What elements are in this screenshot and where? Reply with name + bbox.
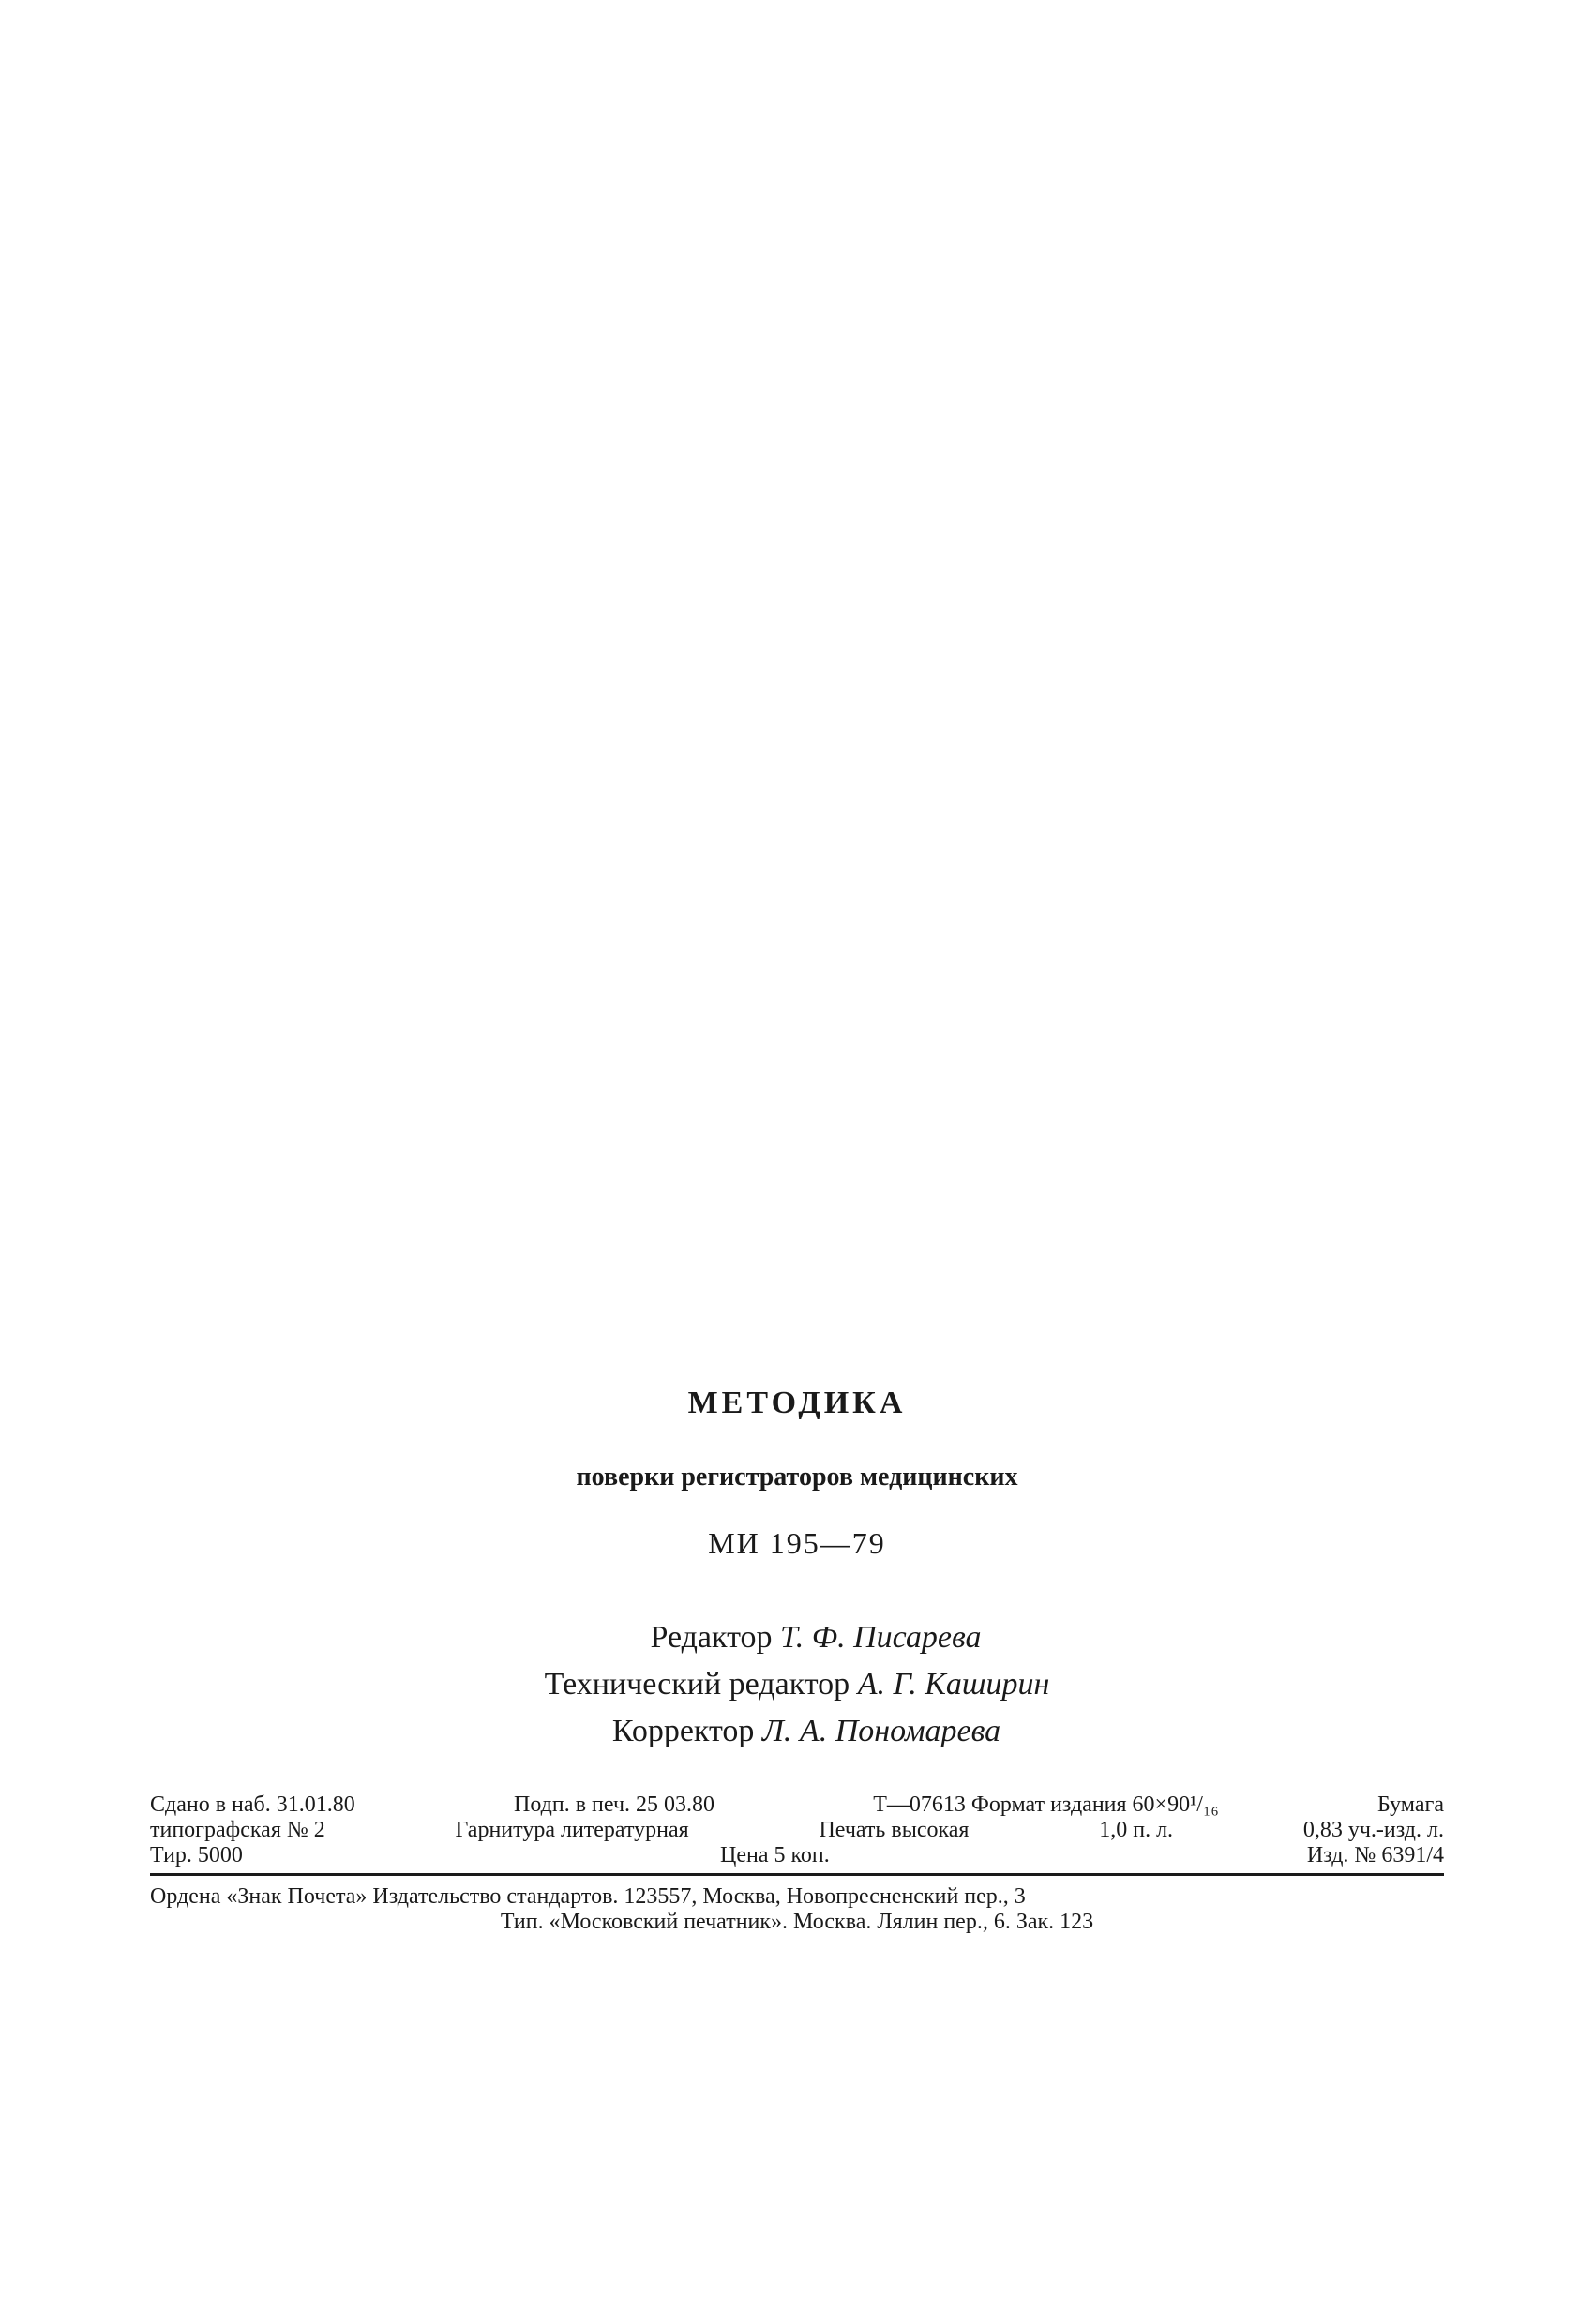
- credit-proofreader: [0, 1708, 1594, 1755]
- imprint-field: 1,0 п. л.: [1099, 1818, 1174, 1842]
- imprint-field: Изд. № 6391/4: [1306, 1843, 1444, 1867]
- imprint-row: [150, 1818, 1444, 1843]
- credit-person: Л. А. Пономарева: [761, 1714, 1001, 1748]
- document-code: МИ 195—79: [708, 1526, 886, 1560]
- credit-person: А. Г. Каширин: [857, 1667, 1050, 1702]
- imprint-field: Подп. в печ. 25 03.80: [514, 1792, 715, 1817]
- imprint-block: [150, 1792, 1444, 1868]
- imprint-field: Бумага: [1376, 1792, 1444, 1817]
- credit-technical-editor: [0, 1661, 1594, 1708]
- credits-block: [0, 1614, 1594, 1755]
- imprint-field: Цена 5 коп.: [719, 1843, 830, 1867]
- publisher-block: [150, 1884, 1444, 1935]
- imprint-field: Печать высокая: [819, 1818, 970, 1842]
- credit-role: Технический редактор: [544, 1667, 850, 1702]
- credit-editor: [0, 1614, 1594, 1661]
- imprint-field: Сдано в наб. 31.01.80: [150, 1792, 355, 1817]
- imprint-field: Т—07613 Формат издания 60×90¹/₁₆: [873, 1792, 1219, 1817]
- document-subtitle: поверки регистраторов медицинских: [576, 1462, 1018, 1492]
- credit-person: Т. Ф. Писарева: [779, 1620, 982, 1655]
- printer-line: Тип. «Московский печатник». Москва. Лялин пер., 6. Зак. 123: [500, 1910, 1094, 1934]
- imprint-field: типографская № 2: [150, 1818, 325, 1842]
- credit-role: Корректор: [611, 1714, 755, 1748]
- document-title: МЕТОДИКА: [687, 1386, 907, 1420]
- imprint-row: [150, 1792, 1444, 1818]
- imprint-field: Тир. 5000: [150, 1843, 243, 1867]
- imprint-field: Гарнитура литературная: [455, 1818, 689, 1842]
- imprint-field: 0,83 уч.-изд. л.: [1302, 1818, 1444, 1842]
- imprint-row: [150, 1843, 1444, 1868]
- divider: [150, 1873, 1444, 1876]
- credit-role: Редактор: [650, 1620, 773, 1655]
- publisher-line: Ордена «Знак Почета» Издательство стандартов. 123557, Москва, Новопресненский пер., 3: [150, 1884, 1026, 1909]
